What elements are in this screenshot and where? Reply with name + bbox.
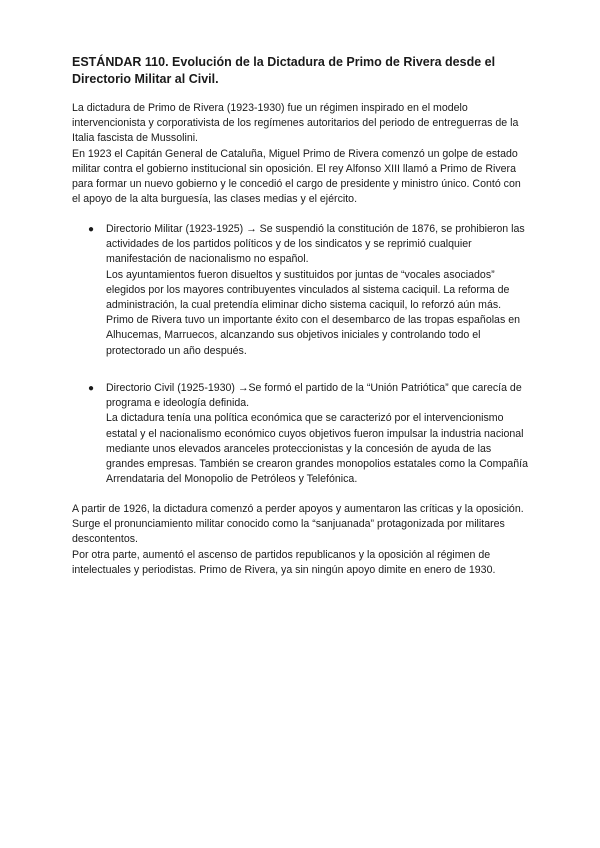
bullet-dot-icon: ● — [88, 383, 95, 394]
bullet-paragraph: Primo de Rivera tuvo un importante éxito con el desembarco de las tropas españolas en Alhucemas, Marruecos, alcanzando sus objetivos iniciales y controlando todo el protectorado un año después. — [106, 314, 520, 357]
bullet-item-directorio-militar — [88, 222, 530, 359]
intro-paragraph: La dictadura de Primo de Rivera (1923-1930) fue un régimen inspirado en el modelo intervencionista y corporativista de los regímenes autoritarios del periodo de entreguerras de la Italia fascista de Mussolini. — [72, 102, 519, 145]
bullet-item-directorio-civil — [88, 381, 530, 487]
bullet-dot-icon: ● — [88, 224, 95, 235]
bullet-paragraph: Los ayuntamientos fueron disueltos y sustituidos por juntas de “vocales asociados” elegidos por los mayores contribuyentes vinculados al sistema caciquil. La reforma de administración, la cual pretendía eliminar dicho sistema caciquil, lo reforzó aún más. — [106, 268, 510, 312]
intro-section — [72, 101, 528, 207]
page-title: ESTÁNDAR 110. Evolución de la Dictadura de Primo de Rivera desde el Directorio Militar al Civil. — [72, 55, 496, 86]
intro-paragraph: En 1923 el Capitán General de Cataluña, Miguel Primo de Rivera comenzó un golpe de estado militar contra el gobierno institucional sin oposición. El rey Alfonso XIII llamó a Primo de Rivera para formar un nuevo gobierno y le concedió el cargo de presidente y ministro único. Contó con el apoyo de la alta burguesía, las clases medias y el ejército. — [72, 147, 521, 206]
closing-paragraph: A partir de 1926, la dictadura comenzó a perder apoyos y aumentaron las críticas y la oposición. Surge el pronunciamiento militar conocido como la “sanjuanada” protagonizada por militares descontentos. — [72, 503, 524, 546]
closing-section — [72, 502, 528, 578]
closing-paragraph: Por otra parte, aumentó el ascenso de partidos republicanos y la oposición al régimen de intelectuales y periodistas. Primo de Rivera, ya sin ningún apoyo dimite en enero de 1930. — [72, 548, 496, 576]
bullet-paragraph: La dictadura tenía una política económica que se caracterizó por el intervencionismo estatal y el nacionalismo económico cuyos objetivos fueron impulsar la industria nacional mediante unos elevados aranceles proteccionistas y la concesión de ayuda de las grandes empresas. También se crearon grandes monopolios estatales como la Compañía Arrendataria del Monopolio de Petróleos y Telefónica. — [106, 412, 529, 486]
bullet-paragraph: Directorio Civil (1925-1930) →Se formó el partido de la “Unión Patriótica” que carecía de programa e ideología definida. — [106, 382, 522, 410]
bullet-paragraph: Directorio Militar (1923-1925) → Se suspendió la constitución de 1876, se prohibieron las actividades de los partidos políticos y de los sindicatos y se reprimió cualquier manifestación de nacionalismo no español. — [106, 223, 525, 266]
bullet-list — [88, 381, 530, 487]
bullet-list — [88, 222, 530, 359]
